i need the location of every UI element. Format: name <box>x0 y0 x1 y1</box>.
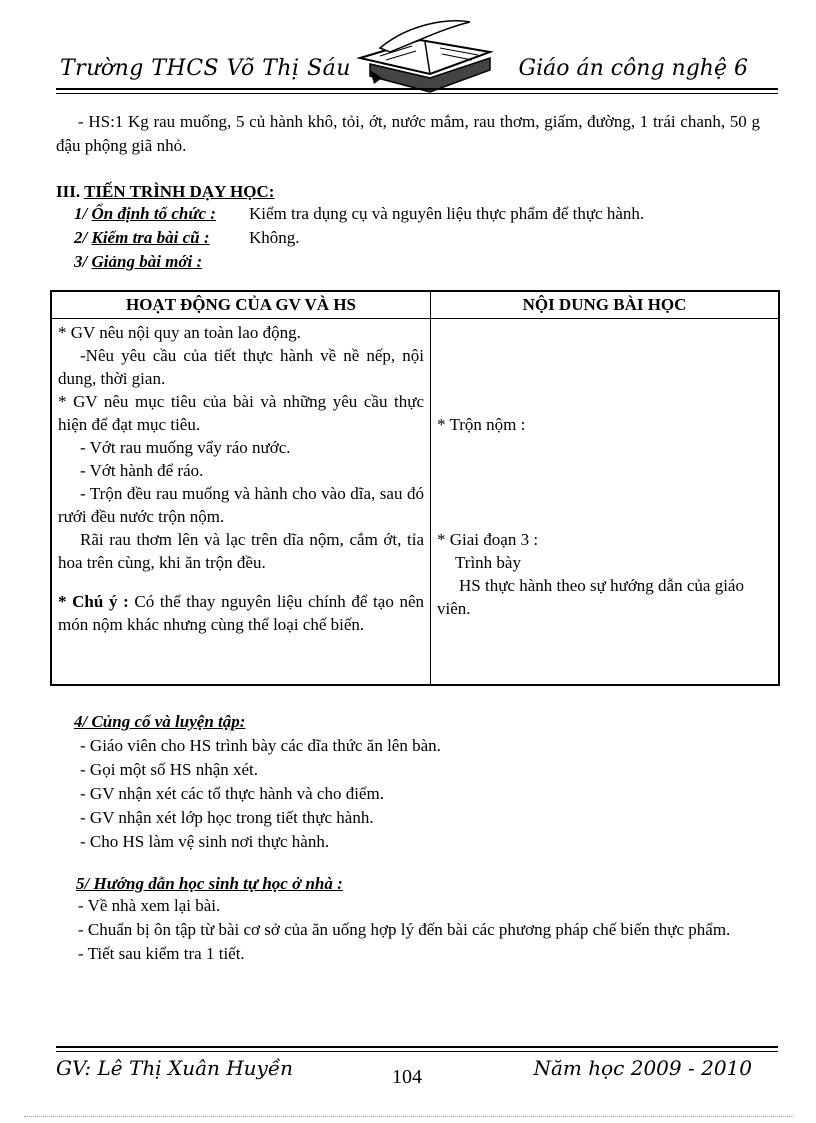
note-text: Có thể thay nguyên liệu chính để tạo nên món nộm khác nhưng cùng thể loại chế biến. <box>58 592 424 634</box>
section3-heading <box>56 182 274 202</box>
header-school: Trường THCS Võ Thị Sáu <box>60 56 351 81</box>
section4-title: 4/ Củng cố và luyện tập: <box>74 712 246 731</box>
section5-list <box>56 894 760 966</box>
section3-title: TIẾN TRÌNH DẠY HỌC: <box>84 182 275 201</box>
step-1: 1/ Ổn định tổ chức : <box>74 204 216 223</box>
book-quill-icon <box>350 18 500 96</box>
note-paragraph <box>58 590 424 636</box>
section3-number: III. <box>56 182 81 201</box>
section5-title: 5/ Hướng dẫn học sinh tự học ở nhà : <box>76 874 343 893</box>
footer-divider <box>56 1046 778 1048</box>
header-subject: Giáo án công nghệ 6 <box>518 56 748 81</box>
page-number: 104 <box>392 1066 422 1088</box>
materials-paragraph: - HS:1 Kg rau muống, 5 củ hành khô, tỏi, ớt, nước mắm, rau thơm, giấm, đường, 1 trái chanh, 50 g đậu phộng giã nhỏ. <box>56 112 760 155</box>
activity-line: - Trộn đều rau muống và hành cho vào dĩa, sau đó rưới đều nước trộn nộm. <box>58 484 424 526</box>
list-item: - GV nhận xét lớp học trong tiết thực hành. <box>80 808 374 827</box>
list-item: - Cho HS làm vệ sinh nơi thực hành. <box>80 832 330 851</box>
footer-divider-thin <box>56 1051 778 1052</box>
footer-school-year: Năm học 2009 - 2010 <box>533 1056 752 1080</box>
step-1-text: Kiểm tra dụng cụ và nguyên liệu thực phẩm để thực hành. <box>249 204 645 223</box>
footer-teacher: GV: Lê Thị Xuân Huyền <box>56 1056 294 1080</box>
activity-line: * GV nêu mục tiêu của bài và những yêu cầu thực hiện để đạt mục tiêu. <box>58 392 424 434</box>
section4-list <box>80 734 441 854</box>
content-line: * Giai đoạn 3 : <box>437 530 539 549</box>
activity-line: - Vớt hành để ráo. <box>80 461 204 480</box>
list-item: - Tiết sau kiểm tra 1 tiết. <box>78 944 245 963</box>
activity-line: - Vớt rau muống vẩy ráo nước. <box>80 438 291 457</box>
table-header-content: NỘI DUNG BÀI HỌC <box>431 291 780 319</box>
list-item: - Giáo viên cho HS trình bày các dĩa thức ăn lên bàn. <box>80 736 441 755</box>
content-line: Trình bày <box>455 553 521 572</box>
table-header-activities: HOẠT ĐỘNG CỦA GV VÀ HS <box>51 291 431 319</box>
activity-line: * GV nêu nội quy an toàn lao động. <box>58 323 301 342</box>
activity-line: -Nêu yêu cầu của tiết thực hành về nề nếp, nội dung, thời gian. <box>58 346 424 388</box>
activities-cell <box>51 319 431 686</box>
page-bottom-dotted-line <box>24 1116 794 1117</box>
header-divider <box>56 88 778 90</box>
step-2-text: Không. <box>249 228 300 247</box>
note-label: * Chú ý : <box>58 592 129 611</box>
content-cell <box>431 319 780 686</box>
content-line: * Trộn nộm : <box>437 415 526 434</box>
content-line: HS thực hành theo sự hướng dẫn của giáo viên. <box>437 576 744 618</box>
header-divider-thin <box>56 93 778 94</box>
activity-line: Rãi rau thơm lên và lạc trên dĩa nộm, cắm ớt, tỉa hoa trên cùng, khi ăn trộn đều. <box>58 530 424 572</box>
step-2: 2/ Kiểm tra bài cũ : <box>74 228 210 247</box>
list-item: - Gọi một số HS nhận xét. <box>80 760 259 779</box>
list-item: - Chuẩn bị ôn tập từ bài cơ sở của ăn uống hợp lý đến bài các phương pháp chế biến thực phẩm. <box>78 920 731 939</box>
step-3: 3/ Giảng bài mới : <box>74 252 203 271</box>
lesson-table <box>50 290 780 686</box>
list-item: - GV nhận xét các tổ thực hành và cho điểm. <box>80 784 384 803</box>
list-item: - Về nhà xem lại bài. <box>78 896 221 915</box>
